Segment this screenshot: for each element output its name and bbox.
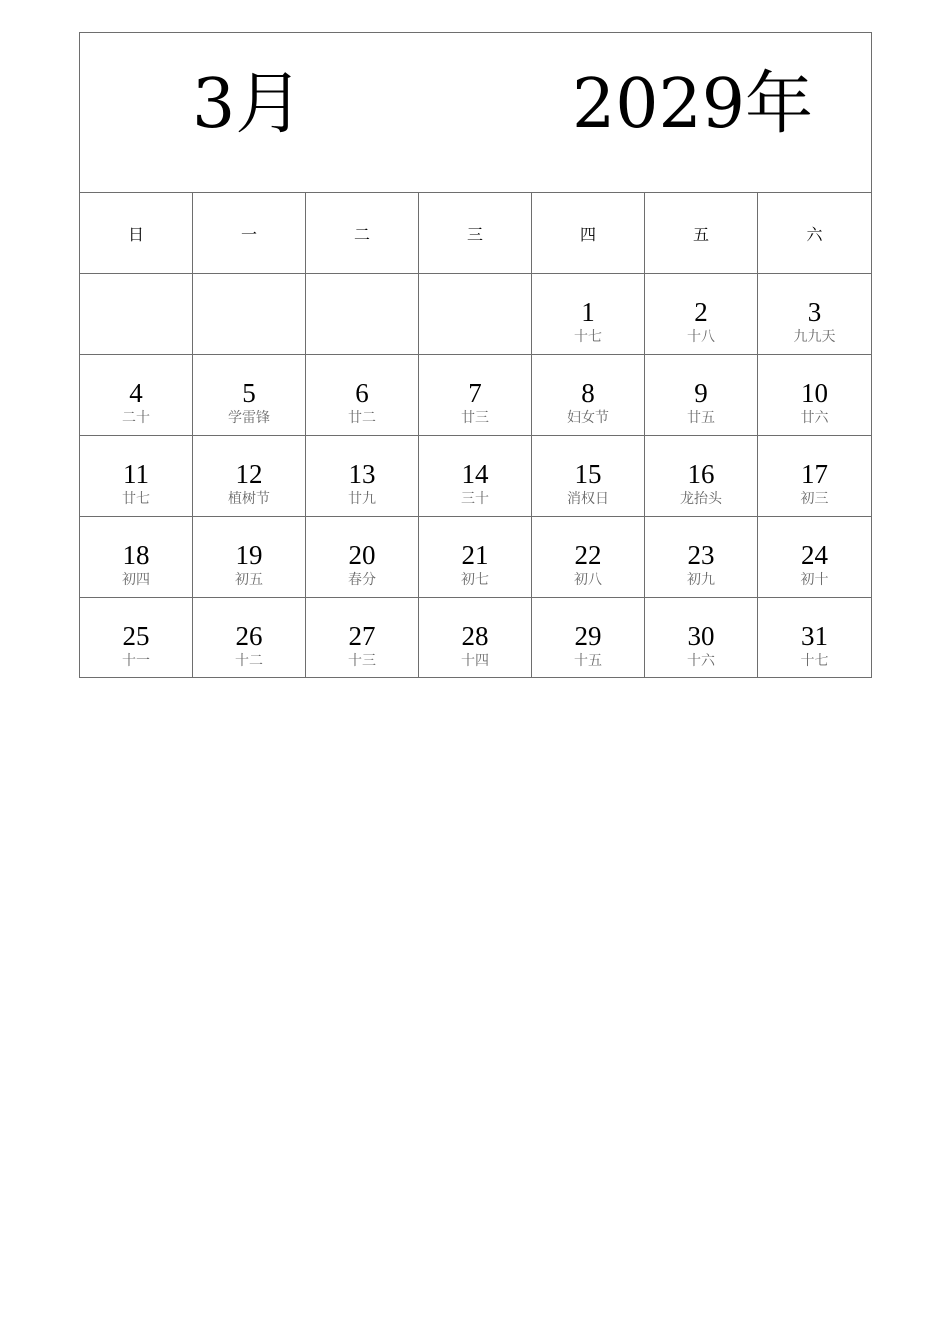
lunar-date: 初四 [122,572,150,588]
day-number: 5 [242,378,256,408]
day-cell [419,598,532,678]
day-number: 20 [348,540,376,570]
day-number: 17 [801,459,828,489]
weekday-fri: 五 [645,193,758,274]
lunar-date: 廿七 [122,491,150,507]
day-cell [532,598,645,678]
lunar-date: 初五 [235,572,263,588]
day-cell [193,355,306,436]
day-cell [645,355,758,436]
day-cell [306,517,419,598]
day-number: 8 [581,378,595,408]
day-number: 10 [801,378,828,408]
day-cell [419,517,532,598]
lunar-date: 廿三 [461,410,489,426]
day-cell [80,436,193,517]
lunar-date: 初十 [800,572,829,588]
week-row [80,274,872,355]
lunar-date: 龙抬头 [680,491,722,507]
lunar-date: 初三 [800,491,829,507]
year-title: 2029年 [571,65,814,144]
lunar-date: 廿六 [800,410,829,426]
day-number: 21 [461,540,489,570]
day-number: 11 [123,459,149,489]
day-cell [645,598,758,678]
day-cell [80,355,193,436]
day-cell [532,436,645,517]
lunar-date: 十八 [687,329,715,345]
weekday-row [80,193,872,274]
day-number: 27 [348,621,376,651]
day-number: 31 [801,621,828,651]
empty-day-cell [80,274,193,355]
day-number: 12 [235,459,263,489]
lunar-date: 十六 [687,653,715,669]
lunar-date: 十一 [122,653,150,669]
day-cell [306,355,419,436]
month-title: 3月 [192,65,304,144]
calendar-header-row [80,33,872,193]
lunar-date: 二十 [122,410,150,426]
day-cell [419,436,532,517]
day-cell [758,355,872,436]
lunar-date: 廿二 [348,410,376,426]
calendar-table [79,32,872,678]
day-number: 4 [129,378,143,408]
weekday-wed: 三 [419,193,532,274]
day-cell [419,355,532,436]
day-cell [758,274,872,355]
lunar-date: 十三 [348,653,376,669]
lunar-date: 春分 [348,572,376,588]
lunar-date: 十七 [574,329,602,345]
lunar-date: 十二 [235,653,263,669]
day-number: 3 [807,297,822,327]
day-cell [645,436,758,517]
day-cell [193,598,306,678]
weekday-mon: 一 [193,193,306,274]
day-cell [193,517,306,598]
day-number: 23 [687,540,715,570]
calendar [79,32,871,677]
lunar-date: 植树节 [228,491,270,507]
day-cell [306,436,419,517]
weeks-body [80,274,872,678]
lunar-date: 消权日 [567,491,609,507]
lunar-date: 十七 [800,653,829,669]
day-number: 22 [574,540,602,570]
day-number: 29 [574,621,602,651]
lunar-date: 十四 [461,653,489,669]
calendar-header [80,33,872,193]
day-cell [532,274,645,355]
weekday-tue: 二 [306,193,419,274]
day-number: 28 [461,621,489,651]
day-cell [80,598,193,678]
week-row [80,355,872,436]
day-number: 16 [687,459,715,489]
day-number: 26 [235,621,263,651]
lunar-date: 九九天 [793,329,836,345]
day-cell [645,517,758,598]
day-number: 2 [694,297,708,327]
empty-day-cell [193,274,306,355]
day-number: 24 [801,540,828,570]
lunar-date: 初九 [687,572,715,588]
day-cell [758,598,872,678]
day-cell [645,274,758,355]
day-number: 18 [122,540,150,570]
lunar-date: 十五 [574,653,602,669]
day-number: 1 [581,297,595,327]
empty-day-cell [306,274,419,355]
day-number: 15 [574,459,602,489]
day-cell [80,517,193,598]
week-row [80,436,872,517]
day-number: 25 [122,621,150,651]
week-row [80,598,872,678]
lunar-date: 廿九 [348,491,376,507]
lunar-date: 学雷锋 [228,410,270,426]
lunar-date: 三十 [461,491,489,507]
day-number: 13 [348,459,376,489]
day-number: 14 [461,459,489,489]
weekday-thu: 四 [532,193,645,274]
day-cell [193,436,306,517]
day-cell [758,436,872,517]
week-row [80,517,872,598]
lunar-date: 初七 [461,572,489,588]
lunar-date: 初八 [574,572,602,588]
day-number: 7 [468,378,482,408]
weekday-sun: 日 [80,193,193,274]
day-cell [532,517,645,598]
lunar-date: 妇女节 [567,410,609,426]
day-cell [758,517,872,598]
empty-day-cell [419,274,532,355]
day-cell [306,598,419,678]
day-cell [532,355,645,436]
day-number: 30 [687,621,715,651]
lunar-date: 廿五 [687,410,715,426]
day-number: 6 [355,378,369,408]
day-number: 19 [235,540,263,570]
day-number: 9 [694,378,708,408]
weekday-sat: 六 [758,193,872,274]
